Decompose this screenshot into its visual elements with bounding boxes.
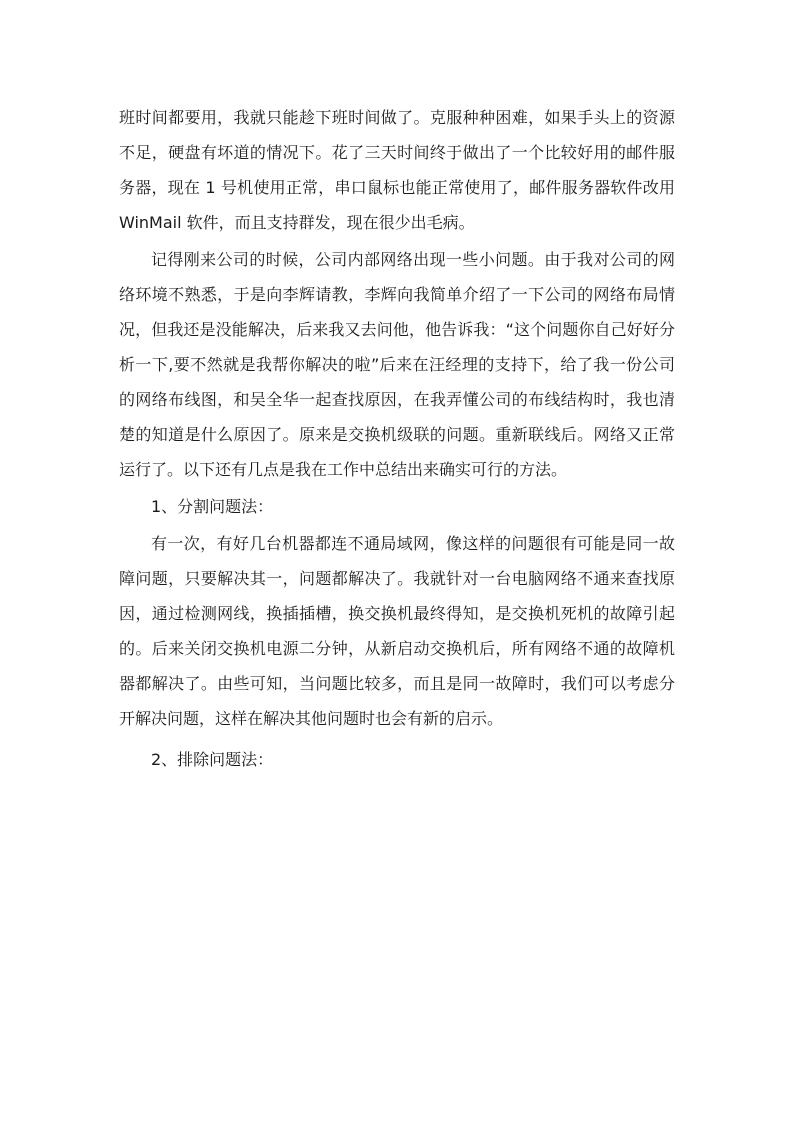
paragraph-network-issue: 记得刚来公司的时候，公司内部网络出现一些小问题。由于我对公司的网络环境不熟悉，于是向李辉请教，李辉向我简单介绍了一下公司的网络布局情况，但我还是没能解决，后来我又去问他，他告诉我：“这个问题你自己好好分析一下,要不然就是我帮你解决的啦”后来在汪经理的支持下，给了我一份公司的网络布线图，和吴全华一起查找原因，在我弄懂公司的布线结构时，我也清楚的知道是什么原因了。原来是交换机级联的问题。重新联线后。网络又正常运行了。以下还有几点是我在工作中总结出来确实可行的方法。: [119, 250, 675, 479]
paragraph-continuation: 班时间都要用，我就只能趁下班时间做了。克服种种困难，如果手头上的资源不足，硬盘有坏道的情况下。花了三天时间终于做出了一个比较好用的邮件服务器，现在 1 号机使用正常，串口鼠标也能正常使用了，邮件服务器软件改用 WinMail 软件，而且支持群发，现在很少出毛病。: [119, 108, 675, 232]
document-body: [119, 100, 675, 777]
section-heading-elimination-method: 2、排除问题法：: [151, 750, 274, 769]
section-heading-split-method: 1、分割问题法：: [151, 497, 274, 516]
paragraph-split-method-example: 有一次，有好几台机器都连不通局域网，像这样的问题很有可能是同一故障问题，只要解决其一，问题都解决了。我就针对一台电脑网络不通来查找原因，通过检测网线，换插插槽，换交换机最终得知，是交换机死机的故障引起的。后来关闭交换机电源二分钟，从新启动交换机后，所有网络不通的故障机器都解决了。由些可知，当问题比较多，而且是同一故障时，我们可以考虑分开解决问题，这样在解决其他问题时也会有新的启示。: [119, 534, 675, 728]
